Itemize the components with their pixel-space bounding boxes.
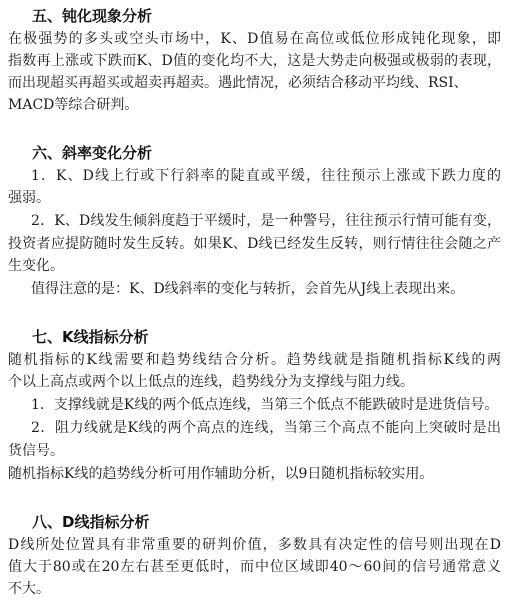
paragraph-line: 2．阻力线就是K线的两个高点的连线，当第三个高点不能向上突破时是出 — [31, 420, 501, 436]
paragraph-line: 生变化。 — [8, 258, 64, 274]
paragraph-line: MACD等综合研判。 — [8, 97, 139, 113]
section-heading-slope: 六、斜率变化分析 — [32, 144, 153, 162]
paragraph-line: 1．支撑线就是K线的两个低点连线，当第三个低点不能跌破时是进货信号。 — [31, 397, 499, 413]
paragraph-line: 值大于80或在20左右甚至更低时，而中位区域即40～60间的信号通常意义 — [8, 559, 501, 575]
paragraph-line: 强弱。 — [8, 190, 50, 206]
paragraph-line: 指数再上涨或下跌而K、D值的变化均不大，这是大势走向极强或极弱的表现， — [8, 53, 501, 69]
paragraph-line: 个以上高点或两个以上低点的连线，趋势线分为支撑线与阻力线。 — [8, 374, 414, 390]
paragraph-line: 而出现超买再超买或超卖再超卖。遇此情况，必须结合移动平均线、RSI、 — [8, 75, 468, 91]
paragraph-line: 值得注意的是：K、D线斜率的变化与转折，会首先从J线上表现出来。 — [31, 281, 465, 297]
section-heading-passivation: 五、钝化现象分析 — [32, 7, 153, 25]
section-heading-k-line: 七、K线指标分析 — [32, 328, 149, 346]
paragraph-line: 不大。 — [8, 581, 50, 597]
paragraph-line: 在极强势的多头或空头市场中，K、D值易在高位或低位形成钝化现象，即 — [8, 31, 501, 47]
section-heading-d-line: 八、D线指标分析 — [32, 513, 150, 531]
paragraph-line: 投资者应提防随时发生反转。如果K、D线已经发生反转，则行情往往会随之产 — [8, 236, 501, 252]
paragraph-line: 2．K、D线发生倾斜度趋于平缓时，是一种警号，往往预示行情可能有变， — [31, 213, 501, 229]
paragraph-line: 货信号。 — [8, 443, 64, 459]
paragraph-line: 随机指标的K线需要和趋势线结合分析。趋势线就是指随机指标K线的两 — [8, 352, 501, 368]
paragraph-line: 随机指标K线的趋势线分析可用作辅助分析，以9日随机指标较实用。 — [8, 466, 434, 482]
paragraph-line: D线所处位置具有非常重要的研判价值，多数具有决定性的信号则出现在D — [8, 537, 501, 553]
paragraph-line: 1．K、D线上行或下行斜率的陡直或平缓，往往预示上涨或下跌力度的 — [31, 168, 501, 184]
